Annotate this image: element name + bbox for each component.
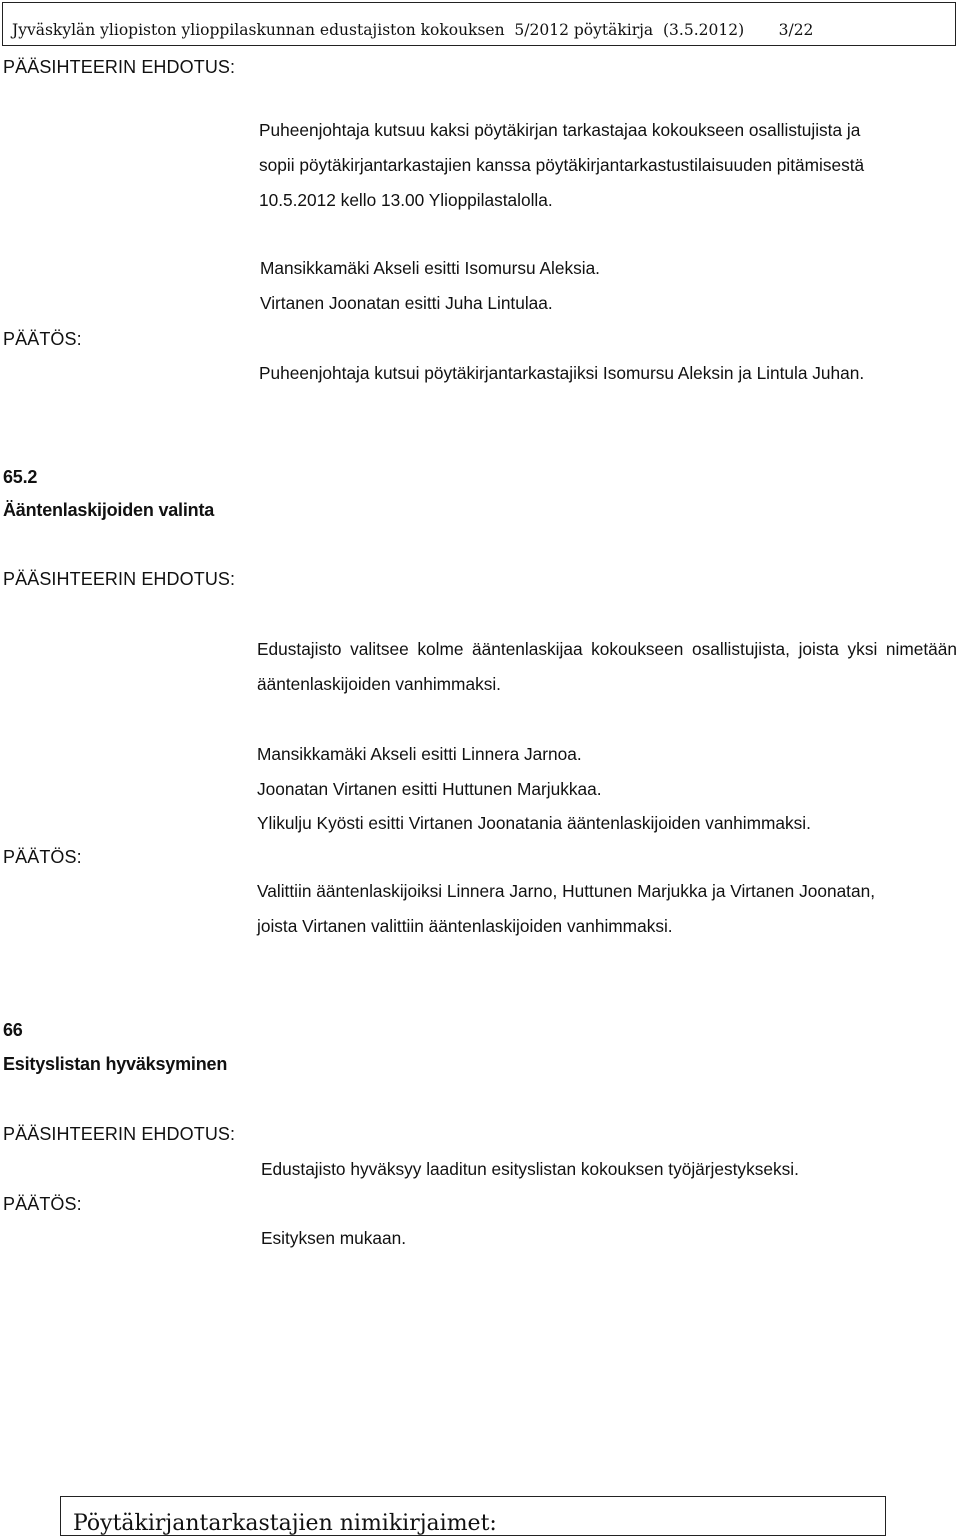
- s2-proposal-label: PÄÄSIHTEERIN EHDOTUS:: [3, 569, 236, 589]
- s1-decision-line: Virtanen Joonatan esitti Juha Lintulaa.: [260, 293, 553, 313]
- s2-decision-label: PÄÄTÖS:: [3, 847, 82, 867]
- s2-decision-line: Mansikkamäki Akseli esitti Linnera Jarnoa.: [257, 744, 582, 764]
- s1-decision-label: PÄÄTÖS:: [3, 329, 82, 349]
- s1-proposal-line: Puheenjohtaja kutsuu kaksi pöytäkirjan tarkastajaa kokoukseen osallistujista ja: [259, 120, 861, 140]
- s1-proposal-line: sopii pöytäkirjantarkastajien kanssa pöytäkirjantarkastustilaisuuden pitämisestä: [259, 155, 865, 175]
- s2-title: Ääntenlaskijoiden valinta: [3, 500, 215, 520]
- s3-decision-text: Esityksen mukaan.: [261, 1228, 407, 1248]
- s1-decision-line: Puheenjohtaja kutsui pöytäkirjantarkastajiksi Isomursu Aleksin ja Lintula Juhan.: [259, 363, 865, 383]
- s3-proposal-text: Edustajisto hyväksyy laaditun esityslistan kokouksen työjärjestykseksi.: [261, 1159, 799, 1179]
- header-text: Jyväskylän yliopiston ylioppilaskunnan edustajiston kokouksen 5/2012 pöytäkirja (3.5.2012) 3/22: [12, 21, 814, 39]
- s3-number: 66: [3, 1020, 23, 1040]
- s2-decision-result-line: Valittiin ääntenlaskijoiksi Linnera Jarno, Huttunen Marjukka ja Virtanen Joonatan,: [257, 881, 876, 901]
- s2-decision-result-line: joista Virtanen valittiin ääntenlaskijoiden vanhimmaksi.: [257, 916, 673, 936]
- s2-proposal-text: Edustajisto valitsee kolme ääntenlaskijaa kokoukseen osallistujista, joista yksi nimetään ääntenlaskijoiden vanhimmaksi.: [257, 639, 957, 694]
- s3-decision-label: PÄÄTÖS:: [3, 1194, 82, 1214]
- s1-decision-line: Mansikkamäki Akseli esitti Isomursu Aleksia.: [260, 258, 600, 278]
- s3-title: Esityslistan hyväksyminen: [3, 1054, 228, 1074]
- s1-proposal-label: PÄÄSIHTEERIN EHDOTUS:: [3, 57, 236, 77]
- s3-proposal-label: PÄÄSIHTEERIN EHDOTUS:: [3, 1124, 236, 1144]
- s2-decision-line: Ylikulju Kyösti esitti Virtanen Joonatania ääntenlaskijoiden vanhimmaksi.: [257, 813, 811, 833]
- page-header: [2, 2, 956, 46]
- s1-proposal-line: 10.5.2012 kello 13.00 Ylioppilastalolla.: [259, 190, 553, 210]
- signature-box: [60, 1496, 886, 1536]
- s1-proposal-text: [259, 113, 864, 218]
- s2-decision-line: Joonatan Virtanen esitti Huttunen Marjukkaa.: [257, 779, 602, 799]
- s2-number: 65.2: [3, 467, 38, 487]
- signatures-label: Pöytäkirjantarkastajien nimikirjaimet:: [73, 1511, 497, 1536]
